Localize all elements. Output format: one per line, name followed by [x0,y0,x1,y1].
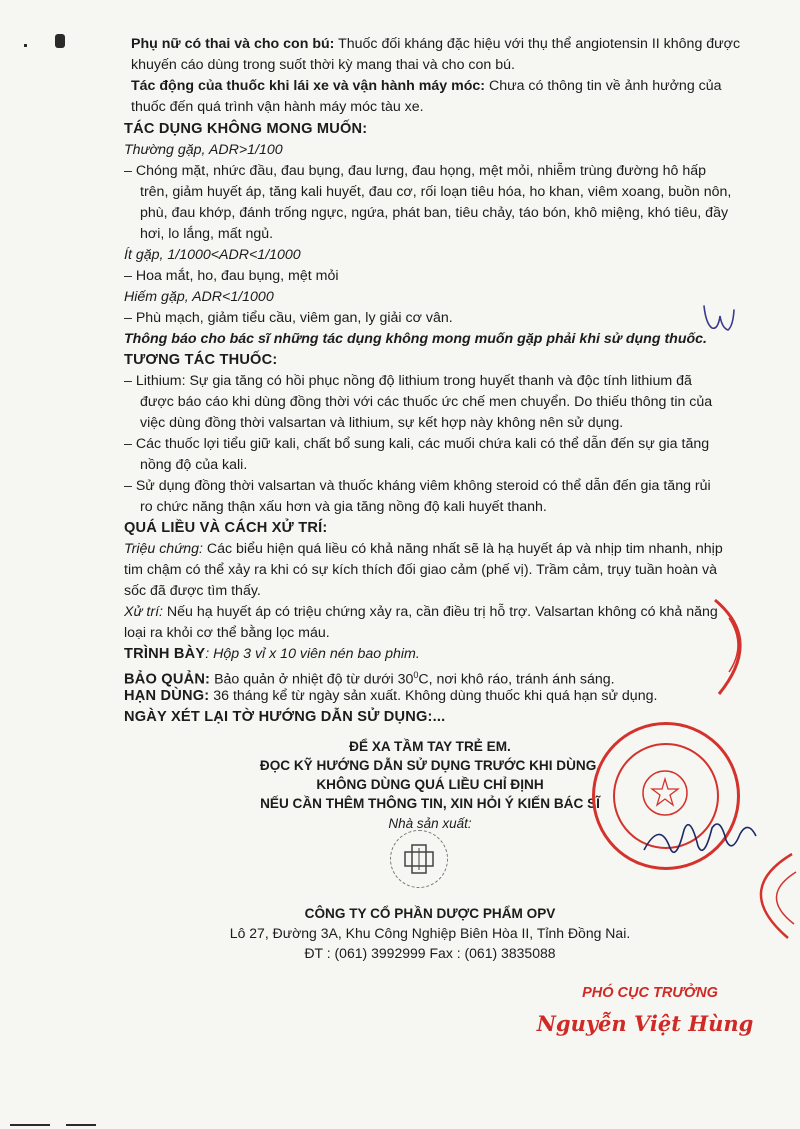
handwritten-initial-mark [700,302,738,336]
scan-speck [55,34,65,48]
pregnancy-paragraph [131,34,740,55]
overdose-symptoms-line: sốc đã được tìm thấy. [124,583,261,599]
driving-label: Tác động của thuốc khi lái xe và vận hành máy móc: [131,78,485,94]
warning-line: NẾU CẦN THÊM THÔNG TIN, XIN HỎI Ý KIẾN BÁC SĨ [260,796,600,811]
adverse-common-line: phù, đau khớp, đánh trống ngực, ngứa, phát ban, tiêu chảy, táo bón, khô miệng, khó tiêu, đầy [140,205,729,221]
cross-logo-icon [391,831,447,887]
adverse-common-line: – Chóng mặt, nhức đầu, đau bụng, đau lưng, đau họng, mệt mỏi, nhiễm trùng đường hô hấp [124,163,707,179]
signatory-title: PHÓ CỤC TRƯỞNG [582,985,718,1001]
overdose-symptoms-text: Các biểu hiện quá liều có khả năng nhất sẽ là hạ huyết áp và nhịp tim nhanh, nhịp [202,541,723,557]
storage-text: Bảo quản ở nhiệt độ từ dưới 30 [210,671,414,688]
interactions-heading: TƯƠNG TÁC THUỐC: [124,352,278,368]
pregnancy-text: Thuốc đối kháng đặc hiệu với thụ thể angiotensin II không được [334,36,741,52]
expiry-line [124,686,657,707]
presentation-label: TRÌNH BÀY [124,646,206,662]
overdose-symptoms [124,539,723,560]
scan-edge-mark [66,1124,96,1126]
adverse-common-line: trên, giảm huyết áp, tăng kali huyết, đau cơ, rối loạn tiêu hóa, ho khan, viêm xoang, buồn nôn, [140,184,732,200]
adverse-uncommon-line: – Hoa mắt, ho, đau bụng, mệt mỏi [124,268,339,284]
interactions-line: nồng độ của kali. [140,457,248,473]
overdose-treatment-text: Nếu hạ huyết áp có triệu chứng xảy ra, cần điều trị hỗ trợ. Valsartan không có khả năng [162,604,718,620]
storage-text-end: C, nơi khô ráo, tránh ánh sáng. [418,671,615,688]
review-date-label: NGÀY XÉT LẠI TỜ HƯỚNG DẪN SỬ DỤNG:... [124,709,446,725]
scan-edge-mark [10,1124,50,1126]
driving-paragraph [131,76,722,97]
overdose-treatment [124,602,718,623]
adverse-uncommon-label: Ít gặp, 1/1000<ADR<1/1000 [124,247,301,263]
overdose-symptoms-line: tim chậm có thể xảy ra khi có sự kích thích đối giao cảm (phế vị). Trầm cảm, trụy tuần hoàn và [124,562,718,578]
overdose-treatment-label: Xử trí: [124,604,163,620]
pregnancy-label: Phụ nữ có thai và cho con bú: [131,36,335,52]
manufacturer-label: Nhà sản xuất: [388,816,472,831]
storage-label: BẢO QUẢN: [124,671,211,688]
interactions-line: được báo cáo khi dùng đồng thời với các thuốc ức chế men chuyển. Do thiếu thông tin của [140,394,713,410]
driving-text: Chưa có thông tin về ảnh hưởng của [485,78,722,94]
partial-stamp-edge [705,590,765,700]
overdose-heading: QUÁ LIỀU VÀ CÁCH XỬ TRÍ: [124,520,328,536]
interactions-line: ro chức năng thận xấu hơn và gia tăng nồng độ kali huyết thanh. [140,499,547,515]
manufacturer-address: Lô 27, Đường 3A, Khu Công Nghiệp Biên Hòa II, Tỉnh Đồng Nai. [229,925,631,941]
presentation-text: : Hộp 3 vỉ x 10 viên nén bao phim. [205,646,420,662]
interactions-line: – Các thuốc lợi tiểu giữ kali, chất bổ sung kali, các muối chứa kali có thể dẫn đến sự gia tăng [124,436,710,452]
adverse-notice: Thông báo cho bác sĩ những tác dụng không mong muốn gặp phải khi sử dụng thuốc. [124,331,707,347]
signatory-name: Nguyễn Việt Hùng [536,1011,754,1036]
adverse-common-label: Thường gặp, ADR>1/100 [124,142,283,158]
manufacturer-phone: ĐT : (061) 3992999 Fax : (061) 3835088 [304,945,556,961]
adverse-common-line: hơi, lo lắng, mất ngủ. [140,226,274,242]
overdose-treatment-line: loại ra khỏi cơ thể bằng lọc máu. [124,625,330,641]
driving-text-line2: thuốc đến quá trình vận hành máy móc tàu xe. [131,99,424,115]
partial-stamp-lower [722,850,800,940]
manufacturer-logo [390,830,448,888]
scan-speck [24,44,27,47]
expiry-label: HẠN DÙNG: [124,688,210,704]
interactions-line: việc dùng đồng thời valsartan và lithium, sự kết hợp này không nên sử dụng. [140,415,624,431]
adverse-heading: TÁC DỤNG KHÔNG MONG MUỐN: [124,121,368,137]
adverse-rare-line: – Phù mạch, giảm tiểu cầu, viêm gan, ly giải cơ vân. [124,310,453,326]
storage-degree-superscript: 0 [413,670,419,680]
adverse-rare-label: Hiếm gặp, ADR<1/1000 [124,289,274,305]
pregnancy-text-line2: khuyến cáo dùng trong suốt thời kỳ mang thai và cho con bú. [131,57,515,73]
expiry-text: 36 tháng kể từ ngày sản xuất. Không dùng thuốc khi quá hạn sử dụng. [209,688,658,704]
interactions-line: – Lithium: Sự gia tăng có hồi phục nồng độ lithium trong huyết thanh và độc tính lithium đã [124,373,692,389]
interactions-line: – Sử dụng đồng thời valsartan và thuốc kháng viêm không steroid có thể dẫn đến gia tăng rủi [124,478,711,494]
overdose-symptoms-label: Triệu chứng: [124,541,203,557]
warning-line: ĐỌC KỸ HƯỚNG DẪN SỬ DỤNG TRƯỚC KHI DÙNG. [259,758,601,773]
warning-line: ĐỂ XA TẦM TAY TRẺ EM. [349,739,511,754]
manufacturer-name: CÔNG TY CỔ PHẦN DƯỢC PHẨM OPV [304,906,556,921]
warning-line: KHÔNG DÙNG QUÁ LIỀU CHỈ ĐỊNH [316,777,544,792]
presentation-line [124,644,420,665]
